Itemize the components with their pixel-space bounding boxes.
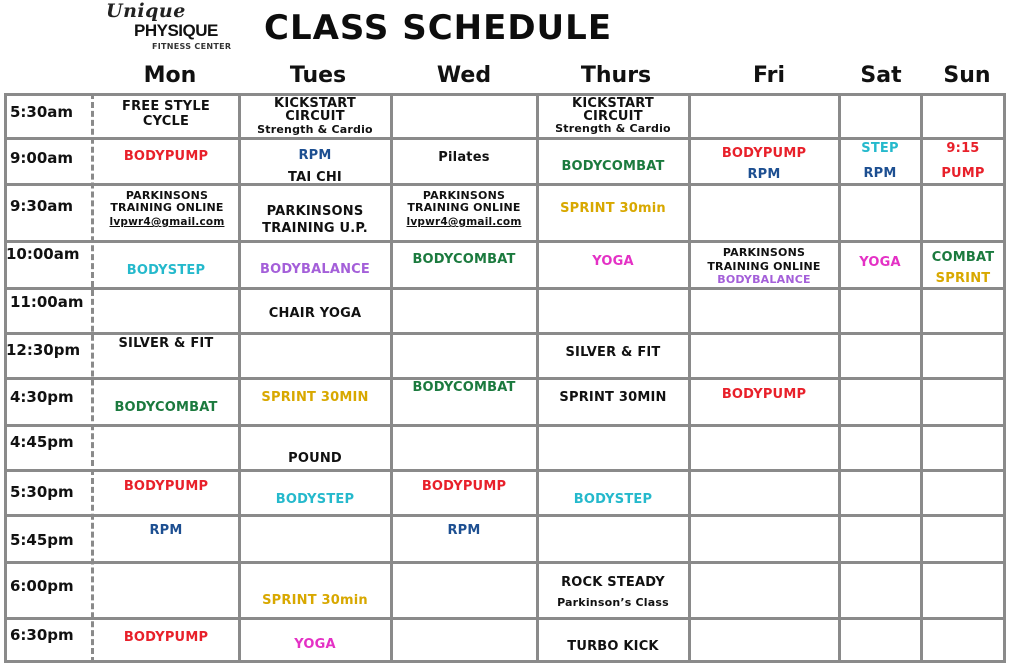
time-label: 12:30pm (6, 341, 81, 359)
day-tues: Tues (289, 63, 347, 88)
grid-line (4, 561, 1006, 564)
logo-sub-text: FITNESS CENTER (152, 42, 232, 51)
logo-script-text: Unique (106, 0, 186, 22)
class-mon-0530pm[interactable]: BODYPUMP (123, 479, 209, 494)
class-thurs-0900[interactable]: BODYCOMBAT (561, 159, 665, 174)
day-thurs: Thurs (580, 63, 652, 88)
class-fri-0900-a[interactable]: BODYPUMP (721, 146, 807, 161)
grid-line (4, 469, 1006, 472)
class-sat-0900-b[interactable]: RPM (863, 166, 897, 181)
class-tues-1000[interactable]: BODYBALANCE (259, 262, 371, 277)
time-label: 5:45pm (10, 531, 74, 549)
class-mon-0900[interactable]: BODYPUMP (123, 149, 209, 164)
class-thurs-0530-sub[interactable]: Strength & Cardio (555, 122, 671, 135)
class-wed-1000[interactable]: BODYCOMBAT (412, 252, 516, 267)
class-thurs-0630[interactable]: TURBO KICK (567, 639, 659, 654)
time-label: 10:00am (6, 245, 80, 263)
class-tues-1100[interactable]: CHAIR YOGA (268, 306, 362, 321)
class-thurs-1000[interactable]: YOGA (592, 254, 634, 269)
class-sun-0900-a[interactable]: 9:15 (946, 141, 980, 156)
grid-line (4, 514, 1006, 517)
time-label: 4:45pm (10, 433, 74, 451)
class-mon-0930-email[interactable]: lvpwr4@gmail.com (109, 216, 225, 228)
class-thurs-0600-b[interactable]: Parkinson’s Class (557, 596, 669, 609)
class-sun-0900-b[interactable]: PUMP (941, 166, 985, 181)
header (0, 0, 1024, 60)
logo (104, 2, 244, 56)
grid-line (4, 240, 1006, 243)
day-header-row (0, 60, 1024, 92)
class-tues-0900-a[interactable]: RPM (298, 148, 332, 163)
grid-line (4, 287, 1006, 290)
class-thurs-0600-a[interactable]: ROCK STEADY (561, 575, 665, 590)
class-tues-0600[interactable]: SPRINT 30min (262, 593, 368, 608)
class-mon-1000[interactable]: BODYSTEP (126, 263, 206, 278)
day-sun: Sun (943, 63, 991, 88)
class-sun-1000-b[interactable]: SPRINT (935, 271, 991, 286)
grid-line (4, 137, 1006, 140)
class-tues-0430[interactable]: SPRINT 30MIN (261, 390, 369, 405)
class-tues-0530[interactable]: KICKSTART CIRCUIT (274, 96, 356, 124)
class-tues-0930[interactable]: PARKINSONS TRAINING U.P. (262, 204, 368, 236)
grid-line (4, 424, 1006, 427)
class-thurs-0930[interactable]: SPRINT 30min (560, 201, 666, 216)
schedule-grid (4, 93, 1006, 663)
class-fri-1000-b[interactable]: BODYBALANCE (717, 273, 811, 286)
grid-line (4, 93, 1006, 96)
class-mon-0430[interactable]: BODYCOMBAT (114, 400, 218, 415)
grid-line (4, 332, 1006, 335)
grid-line (4, 183, 1006, 186)
class-mon-0530[interactable]: FREE STYLE CYCLE (122, 99, 210, 129)
class-sun-1000-a[interactable]: COMBAT (931, 250, 995, 265)
class-wed-0930-email[interactable]: lvpwr4@gmail.com (406, 216, 522, 228)
class-wed-0530pm[interactable]: BODYPUMP (421, 479, 507, 494)
class-mon-0630[interactable]: BODYPUMP (123, 630, 209, 645)
time-label: 9:30am (10, 197, 74, 215)
time-label: 9:00am (10, 149, 74, 167)
class-tues-0900-b[interactable]: TAI CHI (288, 170, 342, 185)
class-fri-0430[interactable]: BODYPUMP (721, 387, 807, 402)
page-title: CLASS SCHEDULE (264, 8, 613, 48)
class-fri-0900-b[interactable]: RPM (747, 167, 781, 182)
class-mon-0930[interactable]: PARKINSONS TRAINING ONLINE (110, 189, 224, 214)
class-tues-0530-sub[interactable]: Strength & Cardio (257, 123, 373, 136)
logo-brand-text: PHYSIQUE (134, 21, 218, 40)
day-sat: Sat (860, 63, 902, 88)
time-label: 5:30pm (10, 483, 74, 501)
day-wed: Wed (436, 63, 492, 88)
time-label: 5:30am (10, 103, 74, 121)
class-wed-0930[interactable]: PARKINSONS TRAINING ONLINE (407, 189, 521, 214)
class-thurs-1230[interactable]: SILVER & FIT (565, 345, 661, 360)
day-fri: Fri (752, 63, 785, 88)
class-thurs-0530pm[interactable]: BODYSTEP (573, 492, 653, 507)
class-mon-1230[interactable]: SILVER & FIT (118, 336, 214, 351)
class-thurs-0430[interactable]: SPRINT 30MIN (559, 390, 667, 405)
class-tues-0445[interactable]: POUND (288, 451, 342, 466)
class-tues-0630[interactable]: YOGA (294, 637, 336, 652)
day-mon: Mon (143, 63, 197, 88)
class-wed-0430[interactable]: BODYCOMBAT (412, 380, 516, 395)
class-mon-0545[interactable]: RPM (149, 523, 183, 538)
class-thurs-0530[interactable]: KICKSTART CIRCUIT (572, 96, 654, 124)
class-tues-0530pm[interactable]: BODYSTEP (275, 492, 355, 507)
class-wed-0900[interactable]: Pilates (438, 150, 490, 165)
class-sat-0900-a[interactable]: STEP (861, 141, 899, 156)
time-label: 11:00am (10, 293, 84, 311)
class-wed-0545[interactable]: RPM (447, 523, 481, 538)
time-label: 6:00pm (10, 577, 74, 595)
class-sat-1000[interactable]: YOGA (859, 255, 901, 270)
time-label: 6:30pm (10, 626, 74, 644)
class-fri-1000[interactable]: PARKINSONS TRAINING ONLINE (707, 246, 821, 273)
grid-line (4, 617, 1006, 620)
time-label: 4:30pm (10, 388, 74, 406)
